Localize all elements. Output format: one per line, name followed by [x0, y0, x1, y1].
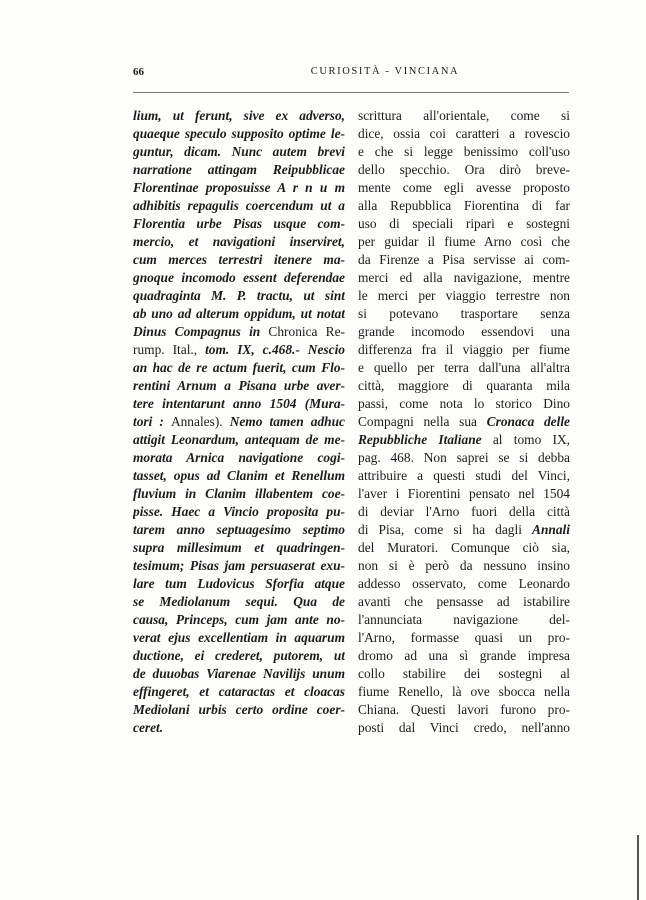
text-line [133, 503, 345, 521]
italic-text: quadraginta M. P. tractu, ut sint [133, 288, 345, 303]
text-line [133, 413, 345, 431]
text-line [133, 449, 345, 467]
text-line [358, 665, 570, 683]
italic-text: lare tum Ludovicus Sforfia atque [133, 576, 345, 591]
roman-text: e quello per terra dall'una all'altra [358, 360, 570, 375]
text-line [358, 377, 570, 395]
roman-text: si potevano trasportare senza [358, 306, 570, 321]
italic-text: pisse. Haec a Vincio proposita pu- [133, 504, 345, 519]
text-line [133, 683, 345, 701]
text-line [133, 665, 345, 683]
italic-text: ductione, ei crederet, putorem, ut [133, 648, 345, 663]
roman-text: passi, come nota lo storico Dino [358, 396, 570, 411]
text-line [358, 431, 570, 449]
italic-text: Mediolani urbis certo ordine coer- [133, 702, 345, 717]
roman-text: per guidar il fiume Arno così che [358, 234, 570, 249]
text-line [133, 467, 345, 485]
text-line [133, 215, 345, 233]
roman-text: alla Repubblica Fiorentina di far [358, 198, 570, 213]
roman-text: posti dal Vinci credo, nell'anno [358, 720, 570, 735]
roman-text: non si è però da nessuno insino [358, 558, 570, 573]
text-line [358, 269, 570, 287]
text-line [133, 287, 345, 305]
italic-text: verat ejus excellentiam in aquarum [133, 630, 345, 645]
roman-text: merci ed alla navigazione, mentre [358, 270, 570, 285]
text-line [358, 323, 570, 341]
left-column-latin-note [133, 107, 345, 737]
italic-text: attigit Leonardum, antequam de me- [133, 432, 345, 447]
text-line [133, 359, 345, 377]
text-line [358, 287, 570, 305]
text-line [133, 611, 345, 629]
roman-text: collo stabilire dei sostegni al [358, 666, 570, 681]
roman-text: addesso osservato, come Leonardo [358, 576, 570, 591]
text-line [358, 485, 570, 503]
text-line [358, 125, 570, 143]
text-line [358, 413, 570, 431]
italic-text: quaeque speculo supposito optime le- [133, 126, 345, 141]
roman-text: l'aver i Fiorentini pensato nel 1504 [358, 486, 570, 501]
italic-text: morata Arnica navigatione cogi- [133, 450, 345, 465]
roman-text: e che si legge benissimo coll'uso [358, 144, 570, 159]
roman-text: pag. 468. Non saprei se si debba [358, 450, 570, 465]
italic-text: Cronaca delle [486, 414, 570, 429]
roman-text: mente come egli avesse proposto [358, 180, 570, 195]
text-line [133, 431, 345, 449]
text-line [358, 215, 570, 233]
text-line [358, 719, 570, 737]
roman-text: scrittura all'orientale, come si [358, 108, 570, 123]
italic-text: an hac de re actum fuerit, cum Flo- [133, 360, 345, 375]
text-line [133, 251, 345, 269]
italic-text: lium, ut ferunt, sive ex adverso, [133, 108, 345, 123]
text-line [133, 701, 345, 719]
italic-text: ab uno ad alterum oppidum, ut notat [133, 306, 345, 321]
text-line [133, 197, 345, 215]
roman-text: attribuire a questi studi del Vinci, [358, 468, 570, 483]
italic-text: effingeret, et cataractas et cloacas [133, 684, 345, 699]
text-line [133, 377, 345, 395]
text-line [133, 521, 345, 539]
text-line [133, 647, 345, 665]
text-line [133, 575, 345, 593]
text-line [133, 233, 345, 251]
text-line [133, 629, 345, 647]
italic-text: Repubbliche Italiane [358, 432, 482, 447]
text-line [358, 305, 570, 323]
text-line [358, 593, 570, 611]
text-line [358, 611, 570, 629]
text-line [358, 233, 570, 251]
roman-text: l'annunciata navigazione del- [358, 612, 570, 627]
text-line [133, 161, 345, 179]
text-line [358, 629, 570, 647]
text-line [133, 485, 345, 503]
roman-text: dice, ossia coi caratteri a rovescio [358, 126, 570, 141]
text-line [358, 647, 570, 665]
text-line [358, 143, 570, 161]
right-column-italian-text [358, 107, 570, 737]
italic-text: gnoque incomodo essent deferendae [133, 270, 345, 285]
italic-text: supra millesimum et quadringen- [133, 540, 345, 555]
italic-text: tori : [133, 414, 171, 429]
italic-text: cum merces terrestri itenere ma- [133, 252, 345, 267]
roman-text: al tomo IX, [481, 432, 570, 447]
roman-text: di deviar l'Arno fuori della città [358, 504, 570, 519]
roman-text: da Firenze a Pisa servisse ai com- [358, 252, 570, 267]
text-line [358, 395, 570, 413]
text-line [133, 125, 345, 143]
text-line [358, 683, 570, 701]
text-line [133, 179, 345, 197]
roman-text: grande incomodo essendovi una [358, 324, 570, 339]
text-line [358, 179, 570, 197]
text-line [133, 395, 345, 413]
text-line [133, 107, 345, 125]
roman-text: l'Arno, formasse quasi un pro- [358, 630, 570, 645]
italic-text: tasset, opus ad Clanim et Renellum [133, 468, 345, 483]
running-title: CURIOSITÀ - VINCIANA [310, 66, 460, 77]
text-line [358, 161, 570, 179]
italic-text: rentini Arnum a Pisana urbe aver- [133, 378, 345, 393]
text-line [358, 107, 570, 125]
italic-text: Annali [532, 522, 570, 537]
text-line [133, 143, 345, 161]
italic-text: adhibitis repagulis coercendum ut a [133, 198, 345, 213]
roman-text: fiume Renello, là ove sbocca nella [358, 684, 570, 699]
roman-text: Annales). [170, 414, 230, 429]
italic-text: ceret. [133, 720, 164, 735]
italic-text: se Mediolanum sequi. Qua de [133, 594, 345, 609]
italic-text: Florentia urbe Pisas usque com- [133, 216, 345, 231]
italic-text: tere intentarunt anno 1504 (Mura- [133, 396, 345, 411]
italic-text: tarem anno septuagesimo septimo [133, 522, 345, 537]
roman-text: dello specchio. Ora dirò breve- [358, 162, 570, 177]
italic-text: narratione attingam Reipubblicae [133, 162, 345, 177]
italic-text: Florentinae proposuisse A r n u m [133, 180, 345, 195]
text-line [133, 539, 345, 557]
text-line [358, 197, 570, 215]
text-line [358, 557, 570, 575]
italic-text: de duuobas Viarenae Navilijs unum [133, 666, 345, 681]
roman-text: le merci per viaggio terrestre non [358, 288, 570, 303]
header-rule [133, 92, 569, 93]
text-line [358, 503, 570, 521]
text-line [133, 341, 345, 359]
roman-text: dromo ad una sì grande impresa [358, 648, 570, 663]
italic-text: mercio, et navigationi inserviret, [133, 234, 345, 249]
text-line [133, 719, 345, 737]
roman-text: di Pisa, come si ha dagli [358, 522, 533, 537]
text-line [358, 521, 570, 539]
italic-text: tesimum; Pisas jam persuaserat exu- [133, 558, 345, 573]
italic-text: causa, Princeps, cum jam ante no- [133, 612, 345, 627]
italic-text: fluvium in Clanim illabentem coe- [133, 486, 345, 501]
roman-text: del Muratori. Comunque ciò sia, [358, 540, 570, 555]
text-line [358, 359, 570, 377]
text-line [133, 269, 345, 287]
text-line [133, 323, 345, 341]
italic-text: guntur, dicam. Nunc autem brevi [133, 144, 345, 159]
text-line [133, 557, 345, 575]
italic-text: tom. IX, c.468.- Nescio [205, 342, 345, 357]
text-line [358, 575, 570, 593]
italic-text: Dinus Compagnus in [133, 324, 269, 339]
roman-text: Chiana. Questi lavori furono pro- [358, 702, 570, 717]
text-line [358, 467, 570, 485]
text-line [358, 341, 570, 359]
text-line [358, 251, 570, 269]
roman-text: uso di speciali ripari e sostegni [358, 216, 570, 231]
roman-text: rump. Ital., [133, 342, 206, 357]
roman-text: differenza fra il viaggio per fiume [358, 342, 570, 357]
roman-text: città, maggiore di quaranta mila [358, 378, 570, 393]
roman-text: Chronica Re- [268, 324, 345, 339]
text-line [133, 593, 345, 611]
text-line [358, 539, 570, 557]
page-number: 66 [133, 66, 144, 78]
scan-edge-mark [637, 835, 639, 900]
roman-text: Compagni nella sua [358, 414, 487, 429]
text-line [133, 305, 345, 323]
text-line [358, 449, 570, 467]
roman-text: avanti che pensasse ad istabilire [358, 594, 570, 609]
text-line [358, 701, 570, 719]
italic-text: Nemo tamen adhuc [229, 414, 345, 429]
